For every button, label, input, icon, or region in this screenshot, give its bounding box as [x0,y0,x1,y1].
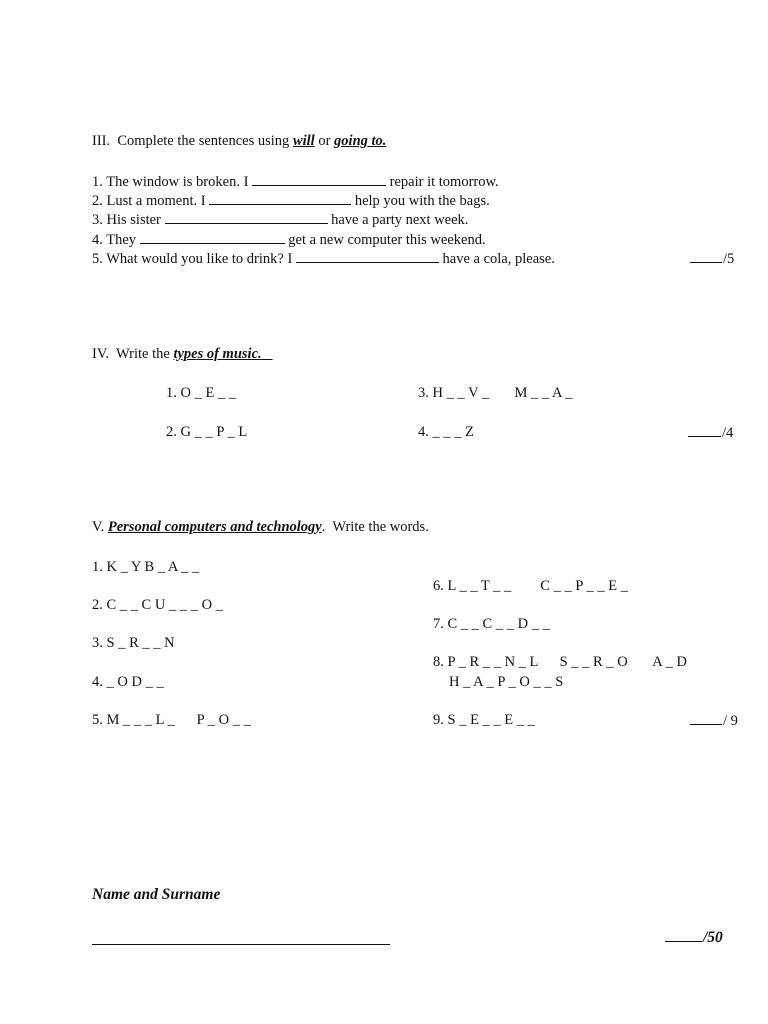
section3-item-text: repair it tomorrow. [386,174,499,190]
section3-item-text: 1. The window is broken. I [92,174,253,190]
section3-heading-will: will [292,133,315,149]
section3-item [92,210,468,229]
tech-item: 9. S _ E _ _ E _ _ [433,712,535,728]
score-total: /4 [722,425,734,441]
answer-blank[interactable] [140,230,285,244]
section3-item-text: help you with the bags. [351,193,490,209]
tech-item: 6. L _ _ T _ _ C _ _ P _ _ E _ [433,578,628,594]
answer-blank[interactable] [296,249,439,263]
section5-heading-topic: Personal computers and technology [107,519,322,535]
tech-item-continuation: H _ A _ P _ O _ _ S [449,674,564,690]
tech-item: 8. P _ R _ _ N _ L S _ _ R _ O A _ D [433,654,687,670]
tech-item: 5. M _ _ _ L _ P _ O _ _ [92,712,251,728]
answer-blank[interactable] [209,191,351,205]
section3-item-text: 5. What would you like to drink? I [92,251,296,267]
section3-heading-or: or [314,133,335,149]
section3-item-text: 4. They [92,232,140,248]
music-item: 3. H _ _ V _ M _ _ A _ [418,385,573,401]
section4-heading-topic: types of music. [173,346,262,362]
section3-heading [92,132,386,150]
tech-item: 2. C _ _ C U _ _ _ O _ [92,597,223,613]
section4-heading-underline-tail [262,346,273,362]
section3-item-text: get a new computer this weekend. [284,232,486,248]
tech-item: 7. C _ _ C _ _ D _ _ [433,616,550,632]
tech-item: 4. _ O D _ _ [92,674,164,690]
section3-heading-prefix: III. Complete the sentences using [92,133,293,149]
name-surname-label: Name and Surname [92,886,221,903]
section3-item-text: have a party next week. [327,212,469,228]
section4-heading-prefix: IV. Write the [92,346,174,362]
score-total: / 9 [723,713,738,729]
score-total: /50 [703,929,723,946]
section3-heading-going: going to. [334,133,387,149]
music-item: 1. O _ E _ _ [166,385,237,401]
section4-heading [92,345,273,363]
section3-item [92,230,486,249]
section3-item [92,172,499,191]
section3-item-text: have a cola, please. [438,251,555,267]
name-signature-line[interactable] [92,944,390,945]
total-score [665,928,723,947]
section5-heading-suffix: . Write the words. [321,519,429,535]
answer-blank[interactable] [165,210,328,224]
section3-item [92,249,555,268]
section5-heading [92,518,429,536]
score-blank[interactable] [665,928,702,942]
score-blank[interactable] [688,423,721,437]
score-blank[interactable] [690,249,722,263]
score-total: /5 [723,251,735,267]
score-blank[interactable] [690,711,722,725]
tech-item: 1. K _ Y B _ A _ _ [92,559,200,575]
section3-item-text: 3. His sister [92,212,165,228]
section3-score [690,249,734,268]
section5-score [690,711,738,730]
answer-blank[interactable] [252,172,386,186]
tech-item: 3. S _ R _ _ N [92,635,175,651]
music-item: 2. G _ _ P _ L [166,424,248,440]
section5-heading-prefix: V. [92,519,108,535]
section3-item [92,191,490,210]
music-item: 4. _ _ _ Z [418,424,474,440]
section4-score [688,423,733,442]
section3-item-text: 2. Lust a moment. I [92,193,210,209]
